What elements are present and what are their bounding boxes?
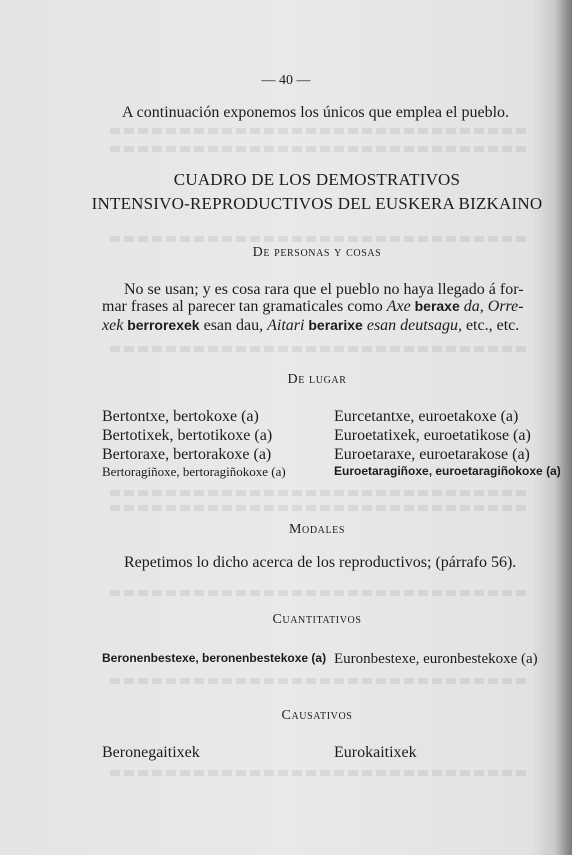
lugar-left-entry: Bertotixek, bertotikoxe (a) xyxy=(102,427,273,444)
table-title-line-1: CUADRO DE LOS DEMOSTRATIVOS xyxy=(173,170,461,189)
page-number: — 40 — xyxy=(261,73,311,88)
table-title-line-2: INTENSIVO-REPRODUCTIVOS DEL EUSKERA BIZKAINO xyxy=(91,194,543,213)
modales-text: Repetimos lo dicho acerca de los reproductivos; (párrafo 56). xyxy=(124,554,517,571)
causativos-right-entry: Eurokaitixek xyxy=(334,744,417,761)
section-heading-lugar: De lugar xyxy=(287,372,347,387)
example-word: Aitari xyxy=(267,317,305,334)
bleed-through-text xyxy=(110,770,530,776)
example-word: Axe xyxy=(386,298,411,315)
bleed-through-text xyxy=(110,590,530,596)
example-word: xek xyxy=(102,317,124,334)
lugar-right-entry: Euroetaraxe, euroetarakose (a) xyxy=(334,446,530,463)
section-heading-cuantitativos: Cuantitativos xyxy=(272,612,362,627)
bleed-through-text xyxy=(110,128,530,134)
bleed-through-text xyxy=(110,236,530,242)
example-word: da, Orre- xyxy=(459,298,524,315)
lugar-left-entry: Bertoragiñoxe, bertoragiñokoxe (a) xyxy=(102,464,286,479)
lugar-left-entry: Bertoraxe, bertorakoxe (a) xyxy=(102,446,272,463)
bleed-through-text xyxy=(110,505,530,511)
lugar-right-entry: Eurcetantxe, euroetakoxe (a) xyxy=(334,408,519,425)
text-run: etc., etc. xyxy=(461,317,520,334)
lugar-right-entry: Euroetatixek, euroetatikose (a) xyxy=(334,427,531,444)
paragraph-line-3 xyxy=(102,317,519,335)
causativos-left-entry: Beronegaitixek xyxy=(102,744,200,761)
example-word-bold: berarixe xyxy=(304,317,363,333)
section-heading-causativos: Causativos xyxy=(281,708,353,723)
cuantitativos-right-entry: Euronbestexe, euronbestekoxe (a) xyxy=(334,651,538,667)
cuantitativos-left-entry: Beronenbestexe, beronenbestekoxe (a) xyxy=(102,651,327,665)
lugar-left-entry: Bertontxe, bertokoxe (a) xyxy=(102,408,259,425)
example-word: esan deutsagu, xyxy=(362,317,462,334)
text-run: esan dau, xyxy=(199,317,268,334)
section-heading-personas: De personas y cosas xyxy=(252,245,382,260)
paragraph-line-2 xyxy=(102,298,524,316)
bleed-through-text xyxy=(110,146,530,152)
paragraph-line-1: No se usan; y es cosa rara que el pueblo no haya llegado á for- xyxy=(124,281,524,298)
example-word-bold: beraxe xyxy=(410,298,460,314)
intro-sentence: A continuación exponemos los únicos que emplea el pueblo. xyxy=(122,104,510,121)
text-run: mar frases al parecer tan gramaticales como xyxy=(102,298,387,315)
section-heading-modales: Modales xyxy=(288,522,346,537)
bleed-through-text xyxy=(110,346,530,352)
lugar-right-entry: Euroetaragiñoxe, euroetaragiñokoxe (a) xyxy=(334,464,561,478)
example-word-bold: berrorexek xyxy=(123,317,200,333)
bleed-through-text xyxy=(110,678,530,684)
bleed-through-text xyxy=(110,490,530,496)
